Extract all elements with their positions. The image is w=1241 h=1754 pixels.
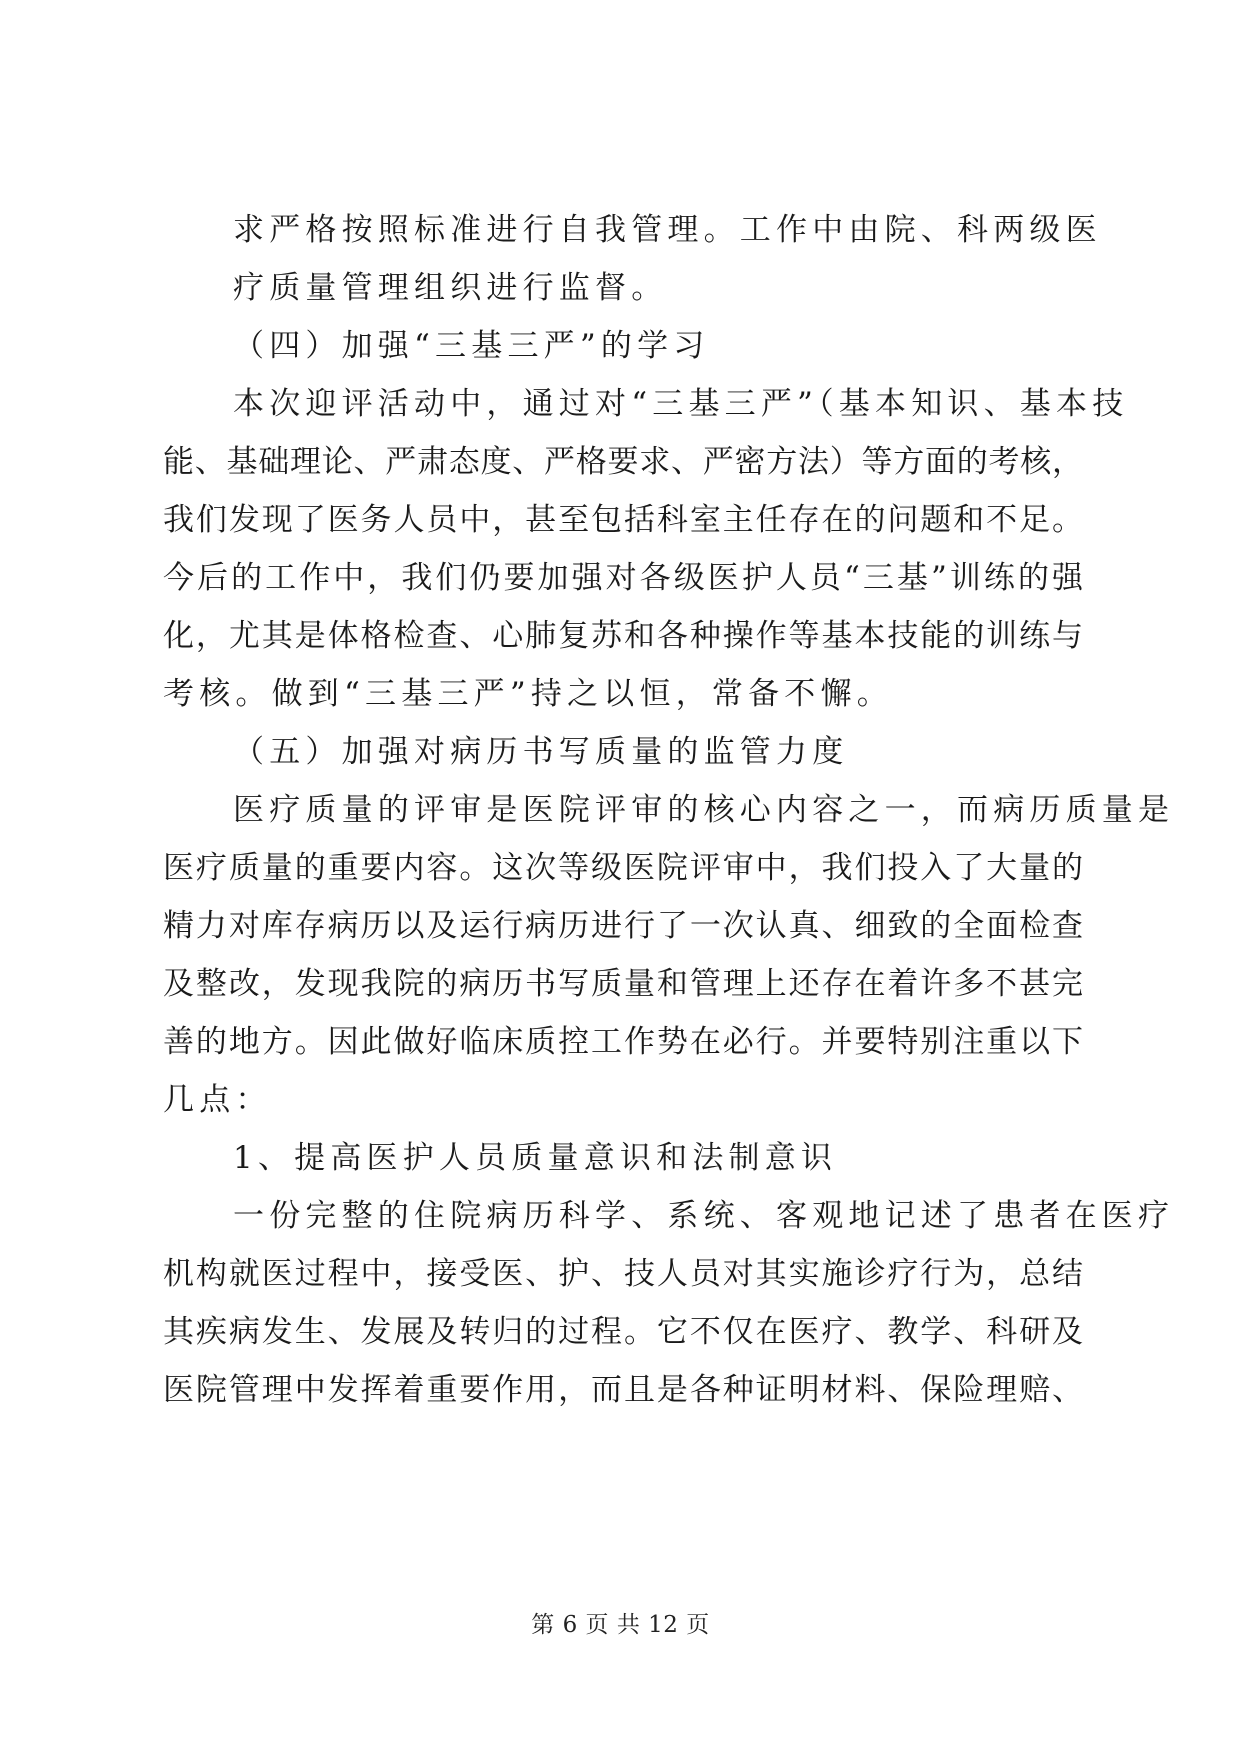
body-text-line: 本次迎评活动中，通过对“三基三严”（基本知识、基本技 [233, 386, 1129, 422]
body-text-line: 医疗质量的评审是医院评审的核心内容之一，而病历质量是 [233, 792, 1175, 828]
body-text-line: 几点： [163, 1082, 272, 1118]
body-text-line: 机构就医过程中，接受医、护、技人员对其实施诊疗行为，总结 [163, 1256, 1083, 1292]
body-text-line: 能、基础理论、严肃态度、严格要求、严密方法）等方面的考核， [163, 444, 1083, 480]
body-text-line: 我们发现了医务人员中，甚至包括科室主任存在的问题和不足。 [163, 502, 1083, 538]
body-text-line: 善的地方。因此做好临床质控工作势在必行。并要特别注重以下 [163, 1024, 1083, 1060]
section-heading: （四）加强“三基三严”的学习 [233, 328, 710, 364]
subsection-heading: 1、提高医护人员质量意识和法制意识 [233, 1140, 838, 1176]
body-text-line: 考核。做到“三基三严”持之以恒，常备不懈。 [163, 676, 893, 712]
body-text-line: 精力对库存病历以及运行病历进行了一次认真、细致的全面检查 [163, 908, 1083, 944]
section-heading: （五）加强对病历书写质量的监管力度 [233, 734, 849, 770]
body-text-line: 医院管理中发挥着重要作用，而且是各种证明材料、保险理赔、 [163, 1372, 1083, 1408]
body-text-line: 一份完整的住院病历科学、系统、客观地记述了患者在医疗 [233, 1198, 1175, 1234]
body-text-line: 医疗质量的重要内容。这次等级医院评审中，我们投入了大量的 [163, 850, 1083, 886]
body-text-line: 求严格按照标准进行自我管理。工作中由院、科两级医 [233, 212, 1102, 248]
body-text-line: 及整改，发现我院的病历书写质量和管理上还存在着许多不甚完 [163, 966, 1083, 1002]
body-text-line: 其疾病发生、发展及转归的过程。它不仅在医疗、教学、科研及 [163, 1314, 1083, 1350]
body-text-line: 疗质量管理组织进行监督。 [233, 270, 668, 306]
body-text-line: 化，尤其是体格检查、心肺复苏和各种操作等基本技能的训练与 [163, 618, 1083, 654]
body-text-line: 今后的工作中，我们仍要加强对各级医护人员“三基”训练的强 [163, 560, 1083, 596]
page-footer: 第 6 页 共 12 页 [531, 1612, 710, 1638]
